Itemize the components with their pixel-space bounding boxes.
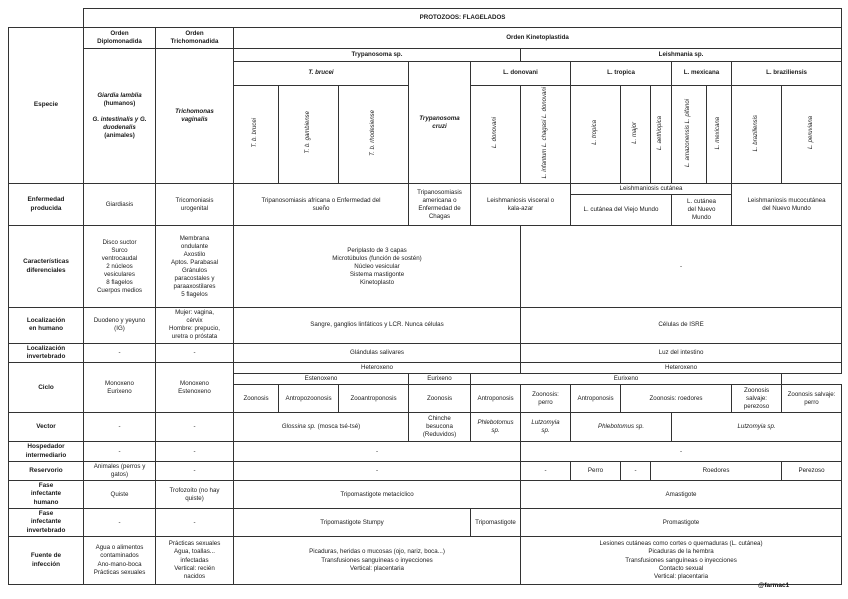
fase-i-t-brucei: Tripomastigote Stumpy: [234, 509, 471, 537]
reserv-tricho: -: [156, 461, 234, 480]
species-tbb: T. b. brucei: [234, 86, 279, 184]
genus-leishmania: Leishmania sp.: [521, 49, 842, 62]
loc-h-trypanosoma: Sangre, ganglios linfáticos y LCR. Nunca células: [234, 308, 521, 343]
fase-h-leishmania: Amastigote: [521, 481, 842, 509]
group-l-tropica: L. tropica: [571, 62, 672, 86]
fase-h-trypanosoma: Tripomastigote metacíclico: [234, 481, 521, 509]
vector-linf: Lutzomyia sp.: [521, 413, 571, 442]
vector-lutzomyia: Lutzomyia sp.: [672, 413, 842, 442]
hosp-giardia: -: [84, 442, 156, 462]
hosp-tricho: -: [156, 442, 234, 462]
reserv-ltro: -: [621, 461, 651, 480]
group-l-mexicana: L. mexicana: [672, 62, 732, 86]
disease-mucocutanea: Leishmaniosis mucocutánea del Nuevo Mundo: [732, 184, 842, 226]
fuente-tricho: Prácticas sexuales Agua, toallas... infectadas Vertical: recién nacidos: [156, 537, 234, 585]
cycle-tricho: Monoxeno Estenoxeno: [156, 363, 234, 413]
vector-tricho: -: [156, 413, 234, 442]
author-credit: @farmac1: [758, 582, 790, 589]
fuente-trypanosoma: Picaduras, heridas o mucosas (ojo, nariz, boca...) Transfusiones sanguíneas o inyecciones Vertical: placentaria: [234, 537, 521, 585]
group-t-cruzi: Trypanosoma cruzi: [409, 62, 471, 184]
species-laet: L. aethiopica: [651, 86, 672, 184]
row-label-fase-invertebrado: Fase infectante invertebrado: [9, 509, 84, 537]
cycle-lbra: Zoonosis salvaje: perezoso: [732, 385, 782, 413]
vector-giardia: -: [84, 413, 156, 442]
cycle-roedores: Zoonosis: roedores: [621, 385, 732, 413]
row-label-loc-humano: Localización en humano: [9, 308, 84, 343]
giardia-lamblia-host: (humanos): [103, 100, 136, 107]
traits-tricho: Membrana ondulante Axostilo Aptos. Parabasal Gránulos paracostales y paraaxostilares 5 flagelos: [156, 226, 234, 308]
vector-glossina: [234, 413, 409, 442]
fuente-leishmania: Lesiones cutáneas como cortes o quemaduras (L. cutánea) Picaduras de la hembra Transfusiones sanguíneas o inyecciones Contacto sexual Vertical: placentaria: [521, 537, 842, 585]
disease-cutanea: Leishmaniosis cutánea: [571, 184, 732, 195]
species-lper: L. peruviana: [782, 86, 842, 184]
row-label-vector: Vector: [9, 413, 84, 442]
loc-i-leishmania: Luz del intestino: [521, 343, 842, 363]
species-ldon: L. donovani: [471, 86, 521, 184]
loc-i-tricho: -: [156, 343, 234, 363]
loc-i-giardia: -: [84, 343, 156, 363]
giardia-animal-host: (animales): [104, 132, 135, 140]
hosp-trypanosoma: -: [234, 442, 521, 462]
fase-h-giardia: Quiste: [84, 481, 156, 509]
group-l-braziliensis: L. braziliensis: [732, 62, 842, 86]
vector-chinche: Chinche besucona (Reduvidos): [409, 413, 471, 442]
row-label-reservorio: Reservorio: [9, 461, 84, 480]
cycle-tbg: Antropozoonosis: [279, 385, 339, 413]
order-diplomonadida: Orden Diplomonadida: [84, 28, 156, 49]
species-lama: L. amazonensis L. pifanoi: [672, 86, 707, 184]
row-label-fase-humano: Fase infectante humano: [9, 481, 84, 509]
cycle-lper: Zoonosis salvaje: perro: [782, 385, 842, 413]
disease-cutanea-nuevo: L. cutánea del Nuevo Mundo: [672, 195, 732, 226]
vector-ldon: Phlebotomus sp.: [471, 413, 521, 442]
disease-t-cruzi: Tripanosomiasis americana o Enfermedad de Chagas: [409, 184, 471, 226]
traits-giardia: Disco suctor Surco ventrocaudal 2 núcleos vesiculares 8 flagelos Cuerpos medios: [84, 226, 156, 308]
disease-cutanea-viejo: L. cutánea del Viejo Mundo: [571, 195, 672, 226]
cycle-leish-eurixeno: Eurixeno: [471, 374, 782, 385]
cycle-tbr: Zooantroponosis: [339, 385, 409, 413]
cycle-tbb: Zoonosis: [234, 385, 279, 413]
flagellate-table: [8, 8, 842, 585]
corner-cell: [9, 9, 84, 28]
table-title: PROTOZOOS: FLAGELADOS: [84, 9, 842, 28]
fase-i-t-cruzi: Tripomastigote: [471, 509, 521, 537]
traits-leishmania: -: [521, 226, 842, 308]
loc-h-tricho: Mujer: vagina, cérvix Hombre: prepucio, uretra o próstata: [156, 308, 234, 343]
species-linf: L. infantum L. chagasi L. donovani: [521, 86, 571, 184]
disease-t-brucei: Tripanosomiasis africana o Enfermedad del sueño: [234, 184, 409, 226]
giardia-species-cell: [84, 49, 156, 184]
summary-sheet: [8, 8, 841, 585]
species-tbr: T. b. rhodesiense: [339, 86, 409, 184]
loc-h-giardia: Duodeno y yeyuno (IG): [84, 308, 156, 343]
cycle-giardia: Monoxeno Eurixeno: [84, 363, 156, 413]
fase-i-leishmania: Promastigote: [521, 509, 842, 537]
species-lmex: L. mexicana: [707, 86, 732, 184]
disease-tricho: Tricomoniasis urogenital: [156, 184, 234, 226]
reserv-lbra: Perezoso: [782, 461, 842, 480]
group-t-brucei: T. brucei: [234, 62, 409, 86]
row-label-ciclo: Ciclo: [9, 363, 84, 413]
species-ltro: L. tropica: [571, 86, 621, 184]
order-trichomonadida: Orden Trichomonadida: [156, 28, 234, 49]
reserv-giardia: Animales (perros y gatos): [84, 461, 156, 480]
reserv-trypanosoma: -: [234, 461, 521, 480]
disease-l-donovani: Leishmaniosis visceral o kala-azar: [471, 184, 571, 226]
traits-kinetoplastida: Periplasto de 3 capas Microtúbulos (función de sostén) Núcleo vesicular Sistema mastigonte Kinetoplasto: [234, 226, 521, 308]
cycle-tryp-eurixeno: Eurixeno: [409, 374, 471, 385]
vector-glossina-note: (mosca tsé-tsé): [315, 423, 361, 431]
fase-h-tricho: Trofozoíto (no hay quiste): [156, 481, 234, 509]
giardia-animal-names: G. intestinalis y G. duodenalis: [92, 116, 147, 132]
row-label-loc-invertebrado: Localización invertebrado: [9, 343, 84, 363]
disease-giardia: Giardiasis: [84, 184, 156, 226]
hosp-leishmania: -: [521, 442, 842, 462]
vector-glossina-genus: Glossina sp.: [281, 423, 316, 431]
species-tbg: T. b. gambiense: [279, 86, 339, 184]
species-lmaj: L. major: [621, 86, 651, 184]
cycle-tcruzi: Zoonosis: [409, 385, 471, 413]
row-label-especie: Especie: [9, 28, 84, 184]
giardia-lamblia-name: Giardia lamblia: [97, 91, 142, 99]
row-label-fuente: Fuente de infección: [9, 537, 84, 585]
fase-i-giardia: -: [84, 509, 156, 537]
loc-h-leishmania: Células de ISRE: [521, 308, 842, 343]
vector-phlebotomus: Phlebotomus sp.: [571, 413, 672, 442]
row-label-enfermedad: Enfermedad producida: [9, 184, 84, 226]
row-label-hospedador: Hospedador intermediario: [9, 442, 84, 462]
trichomonas-species: Trichomonas vaginalis: [156, 49, 234, 184]
loc-i-trypanosoma: Glándulas salivares: [234, 343, 521, 363]
genus-trypanosoma: Trypanosoma sp.: [234, 49, 521, 62]
order-kinetoplastida: Orden Kinetoplastida: [234, 28, 842, 49]
cycle-linf: Zoonosis: perro: [521, 385, 571, 413]
group-l-donovani: L. donovani: [471, 62, 571, 86]
cycle-ldon: Antroponosis: [471, 385, 521, 413]
fase-i-tricho: -: [156, 509, 234, 537]
species-lbra: L. braziliensis: [732, 86, 782, 184]
cycle-ltro: Antroponosis: [571, 385, 621, 413]
cycle-leish-heteroxeno: Heteroxeno: [521, 363, 842, 374]
fuente-giardia: Agua o alimentos contaminados Ano-mano-boca Prácticas sexuales: [84, 537, 156, 585]
reserv-roedores: Roedores: [651, 461, 782, 480]
row-label-caract: Características diferenciales: [9, 226, 84, 308]
cycle-tryp-heteroxeno: Heteroxeno: [234, 363, 521, 374]
reserv-ldon: -: [521, 461, 571, 480]
reserv-linf: Perro: [571, 461, 621, 480]
cycle-estenoxeno: Estenoxeno: [234, 374, 409, 385]
